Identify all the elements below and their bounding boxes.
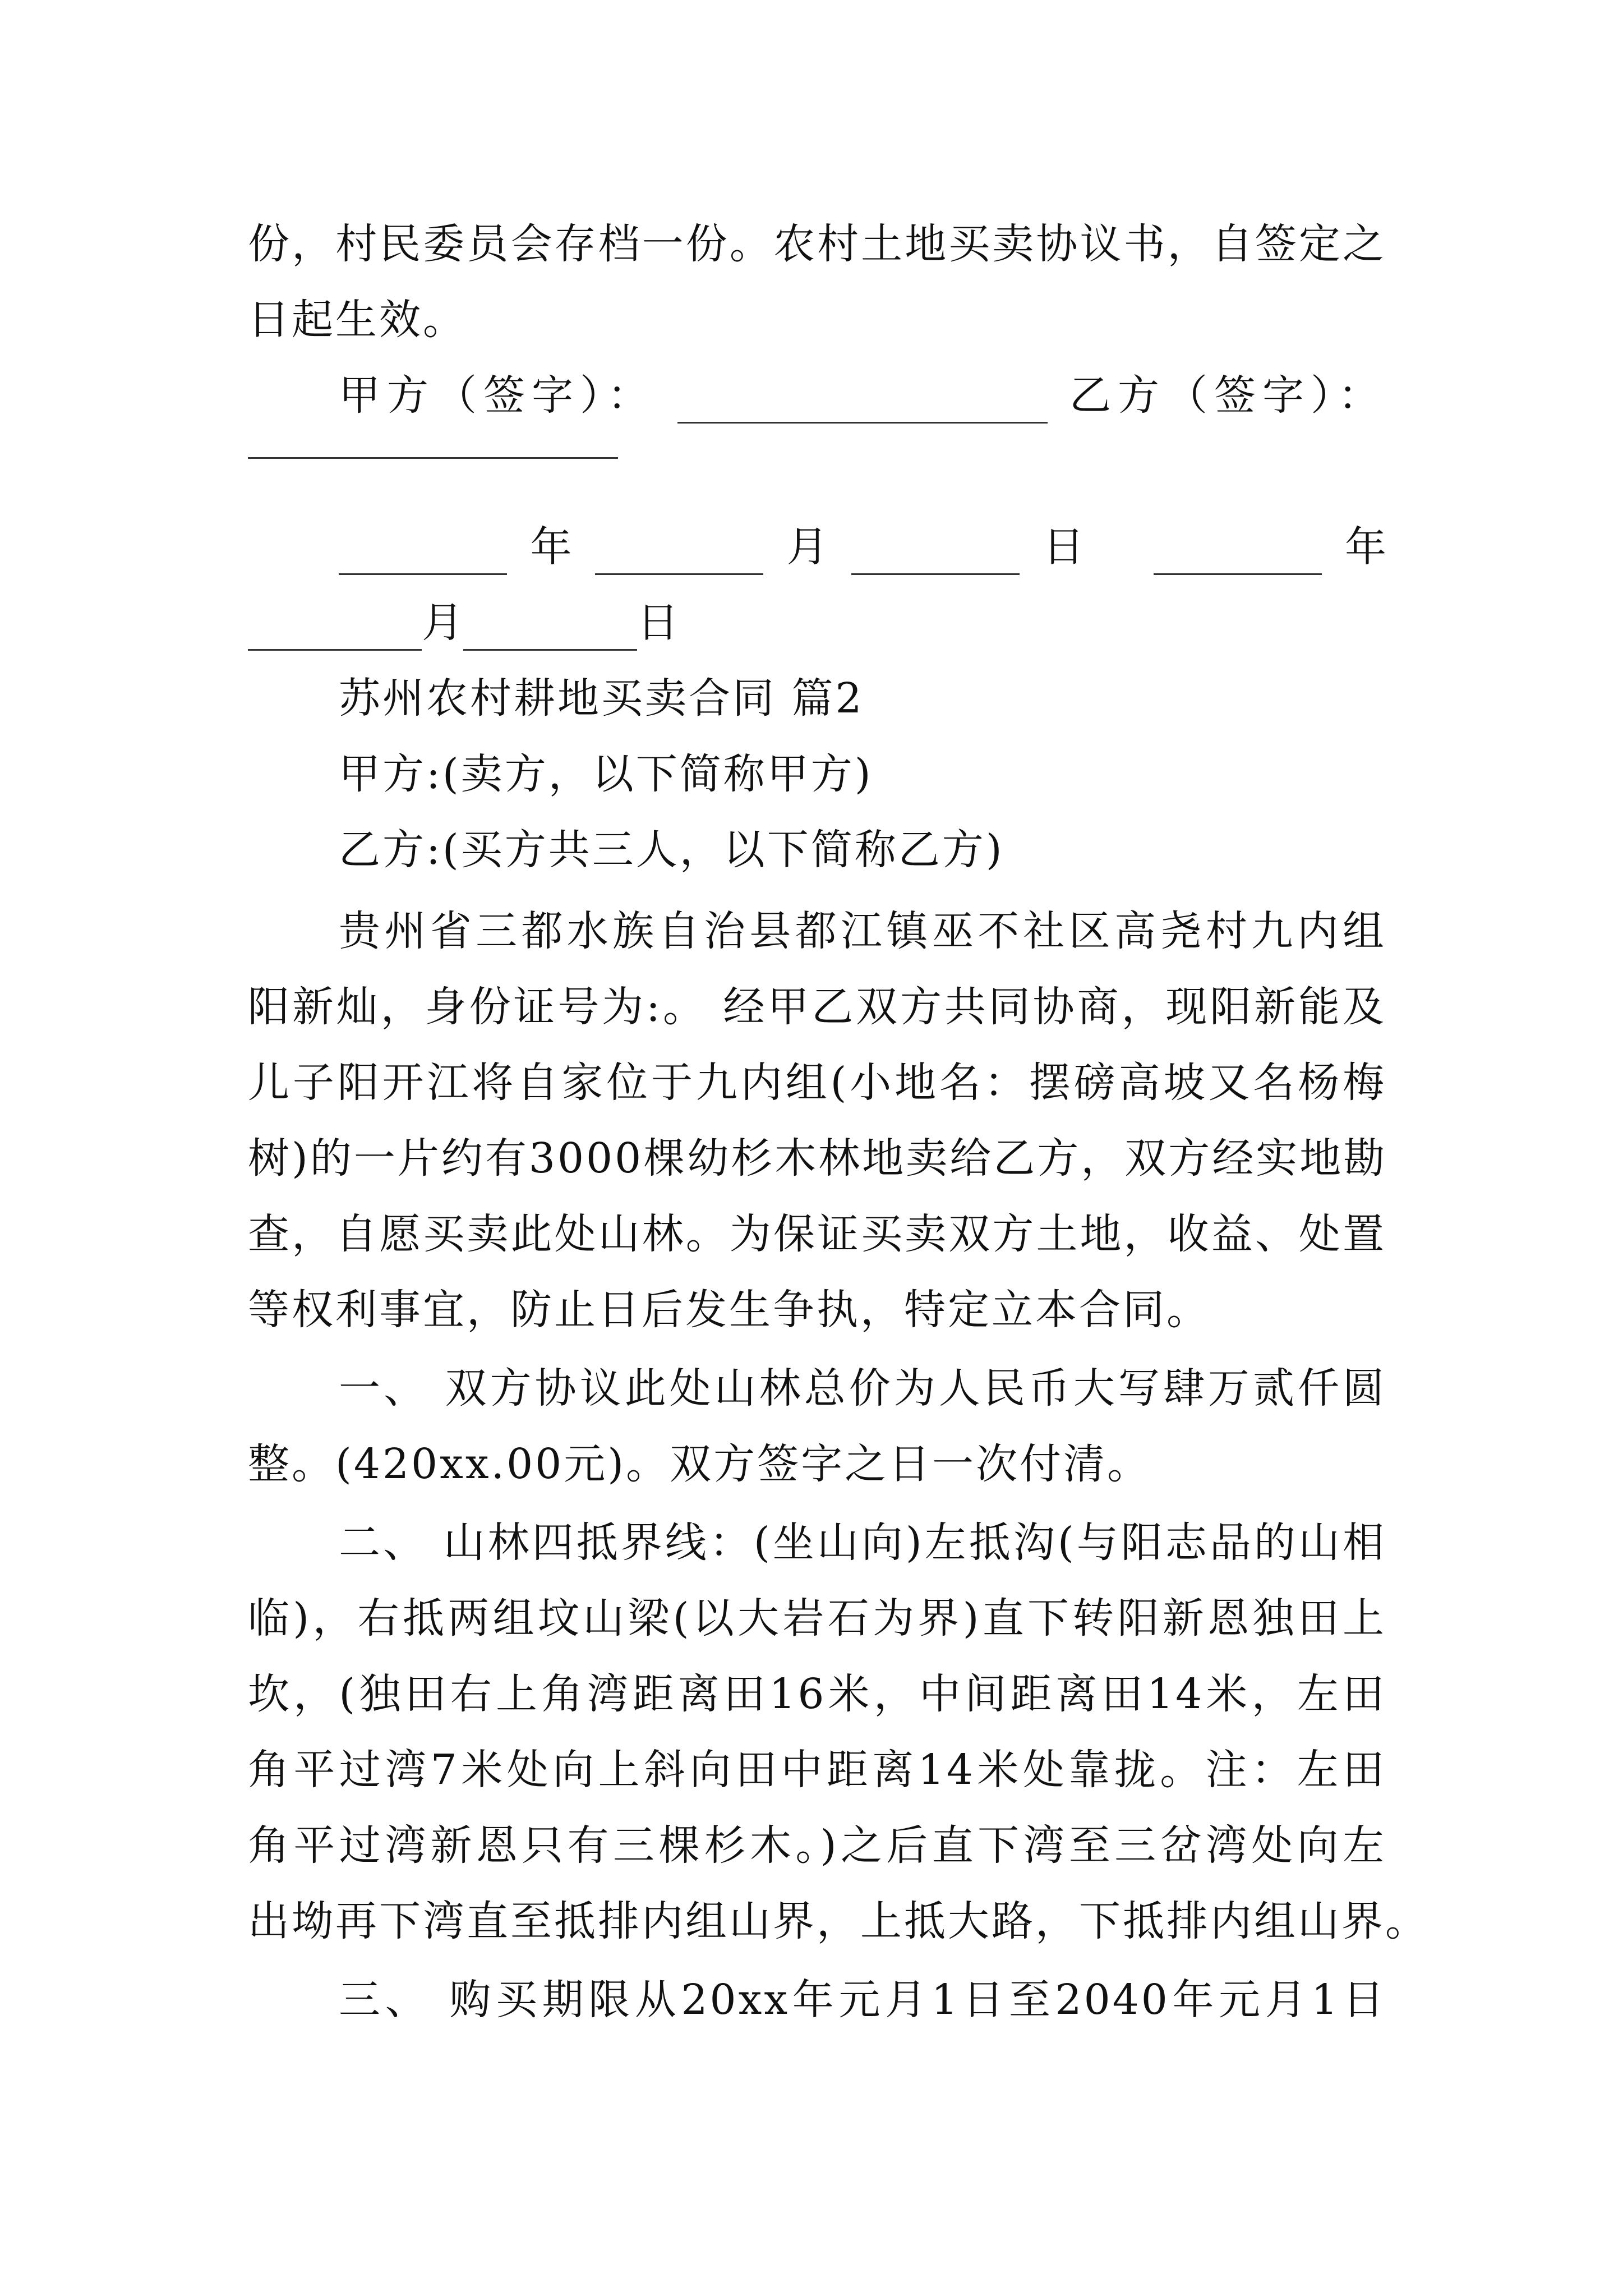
signature-row [339, 367, 1386, 424]
text-line: 日起生效。 [248, 296, 467, 344]
paragraph-line: 阳新灿，身份证号为:。 经甲乙双方共同协商，现阳新能及 [248, 983, 1386, 1031]
text-line: 份，村民委员会存档一份。农村土地买卖协议书，自签定之 [248, 220, 1386, 268]
day-label: 日 [637, 599, 679, 647]
clause-line: 角平过湾7米处向上斜向田中距离14米处靠拢。注：左田 [248, 1746, 1386, 1794]
year-blank [339, 534, 507, 575]
clause-line: 坎，(独田右上角湾距离田16米，中间距离田14米，左田 [248, 1670, 1386, 1718]
year-blank [1154, 534, 1322, 575]
year-label: 年 [530, 523, 572, 571]
month-label: 月 [786, 523, 828, 571]
party-a-line: 甲方:(卖方，以下简称甲方) [339, 750, 873, 798]
paragraph-line: 等权利事宜，防止日后发生争执，特定立本合同。 [248, 1286, 1210, 1334]
clause-line: 一、 双方协议此处山林总价为人民币大写肆万贰仟圆 [339, 1364, 1386, 1412]
paragraph-line: 查，自愿买卖此处山林。为保证买卖双方土地，收益、处置 [248, 1210, 1386, 1258]
paragraph-line: 树)的一片约有3000棵幼杉木林地卖给乙方，双方经实地勘 [248, 1134, 1387, 1182]
party-a-signature-label: 甲方（签字）： [339, 371, 656, 420]
date-row-continued [248, 595, 679, 651]
date-row [339, 519, 1386, 575]
month-blank [248, 610, 422, 651]
section-title: 苏州农村耕地买卖合同 篇2 [339, 674, 864, 723]
day-blank [463, 610, 637, 651]
party-b-signature-blank [248, 457, 618, 459]
month-blank [595, 534, 763, 575]
day-label: 日 [1043, 523, 1085, 571]
party-b-line: 乙方:(买方共三人，以下简称乙方) [339, 826, 1004, 874]
month-label: 月 [422, 599, 463, 647]
year-label: 年 [1345, 523, 1386, 571]
party-a-signature-blank [677, 383, 1048, 424]
party-b-signature-label: 乙方（签字）： [1069, 371, 1386, 420]
paragraph-line: 贵州省三都水族自治县都江镇巫不社区高尧村九内组 [339, 907, 1386, 955]
paragraph-line: 儿子阳开江将自家位于九内组(小地名：摆磅高坡又名杨梅 [248, 1059, 1386, 1107]
clause-line: 出坳再下湾直至抵排内组山界，上抵大路，下抵排内组山界。 [248, 1897, 1429, 1945]
clause-line: 整。(420xx.00元)。双方签字之日一次付清。 [248, 1440, 1151, 1488]
clause-line: 二、 山林四抵界线：(坐山向)左抵沟(与阳志品的山相 [339, 1519, 1386, 1567]
day-blank [851, 534, 1020, 575]
clause-line: 三、 购买期限从20xx年元月1日至2040年元月1日 [339, 1976, 1386, 2024]
clause-line: 临)，右抵两组坟山梁(以大岩石为界)直下转阳新恩独田上 [248, 1594, 1386, 1642]
clause-line: 角平过湾新恩只有三棵杉木。)之后直下湾至三岔湾处向左 [248, 1821, 1386, 1870]
